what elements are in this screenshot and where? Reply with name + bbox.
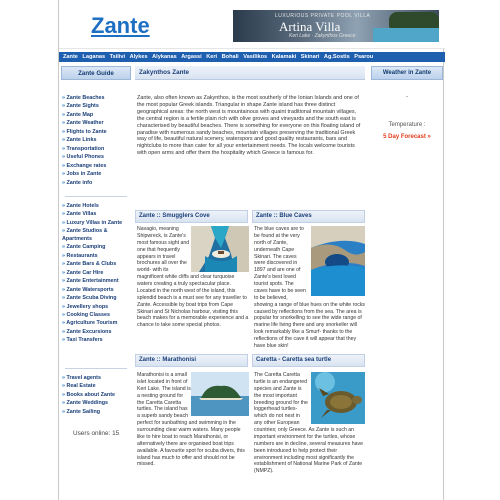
float-spacer xyxy=(308,226,366,298)
nav-item[interactable]: Psarou xyxy=(354,54,374,60)
page-container xyxy=(58,0,444,500)
sidebar-link[interactable]: » Zante Weddings xyxy=(62,399,131,407)
marathonisi-text: Marathonisi is a small islet located in front of Keri Lake. The island is a nesting ground for the Caretta Caretta turtles. The island has a superb sandy beach perfect for sunbathing and swimming in the surrounding clear warm waters. Many people like to hire boat to reach Marathonisi, or alternatively there are organised boat trips available. A favourite spot for scuba divers, this island has much to offer and should not be missed. xyxy=(137,372,249,468)
sidebar-link[interactable]: » Zante Links xyxy=(62,136,131,144)
nav-item[interactable]: Vasilikos xyxy=(243,54,268,60)
sidebar-link[interactable]: » Taxi Transfers xyxy=(62,336,131,344)
sidebar-link[interactable]: » Zante Car Hire xyxy=(62,269,131,277)
sidebar-link[interactable]: » Zante Bars & Clubs xyxy=(62,260,131,268)
sidebar-group-info xyxy=(62,94,131,187)
forecast-link[interactable]: 5 Day Forecast » xyxy=(383,134,431,140)
banner-trees xyxy=(389,12,439,28)
smugglers-cove-text: Navagio, meaning Shipwreck, is Zante's most famous sight and one that frequently appears in travel brochures all over the world- with its magnificent white cliffs and clear turquoise waters creating a truly spectacular place. Located in the north west of the island, this splendid beach is a must see for any traveller to Zante. Accessible by boat trips from Cape Skinari and St Nicholas harbour, visiting this beach makes for a memorable experience and a chance to take some special photos. xyxy=(137,226,249,329)
article-title-blue-caves[interactable]: Zante :: Blue Caves xyxy=(252,210,365,223)
site-logo[interactable]: Zante xyxy=(91,13,150,38)
float-spacer xyxy=(191,372,249,418)
float-spacer xyxy=(308,372,366,426)
sidebar-link[interactable]: » Zante Weather xyxy=(62,119,131,127)
header xyxy=(59,0,445,49)
sidebar-link[interactable]: » Exchange rates xyxy=(62,162,131,170)
sidebar-link[interactable]: » Zante Scuba Diving xyxy=(62,294,131,302)
sidebar-link[interactable]: » Zante Villas xyxy=(62,210,131,218)
sidebar-group-misc xyxy=(62,374,131,416)
sidebar-link[interactable]: » Zante info xyxy=(62,179,131,187)
sidebar-link[interactable]: » Zante Excursions xyxy=(62,328,131,336)
sidebar-link[interactable]: » Luxury Villas in Zante xyxy=(62,219,131,227)
nav-item[interactable]: Argassi xyxy=(181,54,202,60)
sidebar-link[interactable]: » Zante Beaches xyxy=(62,94,131,102)
nav-item[interactable]: Kalamaki xyxy=(271,54,297,60)
right-sidebar xyxy=(371,66,443,266)
nav-item[interactable]: Bohali xyxy=(221,54,239,60)
sidebar-link[interactable]: » Flights to Zante xyxy=(62,128,131,136)
sidebar-link[interactable]: » Cooking Classes xyxy=(62,311,131,319)
sidebar-link[interactable]: » Zante Sights xyxy=(62,102,131,110)
article-title-marathonisi[interactable]: Zante :: Marathonisi xyxy=(135,354,248,367)
nav-item[interactable]: Skinari xyxy=(300,54,320,60)
article-title-smugglers-cove[interactable]: Zante :: Smugglers Cove xyxy=(135,210,248,223)
sidebar-link[interactable]: » Useful Phones xyxy=(62,153,131,161)
blue-caves-text: The blue caves are to be found at the very north of Zante, underneath Cape Skinari. The caves were discovered in 1897 and are one of Zante's best loved tourist spots. The caves have to be seen to be believed, showing a range of blue hues on the white rocks caused by reflections from the sea. The area is popular for snorkelling to see the wide range of marine life living there and any snorkeller will look remarkably like a Smurf- thanks to the reflections of the cave it will appear that they have blue skin! xyxy=(254,226,366,349)
weather-value: - xyxy=(406,94,408,100)
main-title: Zakynthos Zante xyxy=(135,66,365,80)
villa-banner-ad[interactable] xyxy=(233,10,439,42)
nav-item[interactable]: Alykes xyxy=(129,54,148,60)
article-title-caretta[interactable]: Caretta - Caretta sea turtle xyxy=(252,354,365,367)
sidebar-link[interactable]: » Zante Watersports xyxy=(62,286,131,294)
sidebar-title: Zante Guide xyxy=(61,66,131,80)
nav-item[interactable]: Tsilivi xyxy=(109,54,126,60)
left-sidebar xyxy=(59,66,131,500)
nav-item[interactable]: Laganas xyxy=(82,54,106,60)
main-content xyxy=(135,66,365,500)
sidebar-group-services xyxy=(62,202,131,345)
sidebar-link[interactable]: » Transportation xyxy=(62,145,131,153)
intro-text: Zante, also often known as Zakynthos, is the most southerly of the Ionian Islands and one of the most popular Greek islands. Triangular in shape Zante island has three distinct geographical areas: the north west is mountainous with quaint traditional mountain villages, the central region is a fertile plain rich with olive groves and vineyards and the south east is characterised by beautiful beaches. There is something for everyone on this floating island of paradise with numerous sandy beaches, mountain villages preserving the traditional Greek way of life, beautiful natural scenery, waterspors and good quality restaurants, bars and nightclubs to more than cater for all your entertainment needs. The locals welcome tourists with open arms and offer them the hospitality which Greece is famous for. xyxy=(137,95,361,157)
banner-tagline: LUXURIOUS PRIVATE POOL VILLA xyxy=(275,13,371,19)
users-online: Users online: 15 xyxy=(73,430,120,437)
nav-item[interactable]: Ag.Sostis xyxy=(323,54,350,60)
sidebar-link[interactable]: » Zante Camping xyxy=(62,243,131,251)
sidebar-link[interactable]: » Zante Sailing xyxy=(62,408,131,416)
banner-pool xyxy=(373,28,439,42)
sidebar-link[interactable]: » Zante Entertainment xyxy=(62,277,131,285)
temperature-label: Temperature : xyxy=(388,122,426,128)
sidebar-link[interactable]: » Jobs in Zante xyxy=(62,170,131,178)
float-spacer xyxy=(191,226,249,274)
sidebar-link[interactable]: » Zante Studios & Apartments xyxy=(62,227,131,243)
sidebar-link[interactable]: » Agriculture Tourism xyxy=(62,319,131,327)
sidebar-link[interactable]: » Zante Map xyxy=(62,111,131,119)
sidebar-link[interactable]: » Books about Zante xyxy=(62,391,131,399)
sidebar-link[interactable]: » Jewellery shops xyxy=(62,303,131,311)
top-nav xyxy=(59,52,445,62)
nav-item[interactable]: Zante xyxy=(63,54,78,60)
weather-title: Weather in Zante xyxy=(371,66,443,80)
caretta-text: The Caretta Caretta turtle is an endangered species and Zante is the most important breeding ground for the loggerhead turtles- which do not nest in any other European countries; only Greece. As Zante is such an important environment for the turtles, whose numbers are in decline, several measures have been introduced to help protect their environment including most significantly the establishment of National Marine Park of Zante (NMPZ). xyxy=(254,372,366,475)
sidebar-link[interactable]: » Restaurants xyxy=(62,252,131,260)
sidebar-divider xyxy=(65,196,127,197)
sidebar-link[interactable]: » Travel agents xyxy=(62,374,131,382)
sidebar-divider xyxy=(65,368,127,369)
banner-location: Keri Lake · Zakynthos Greece xyxy=(289,33,356,39)
sidebar-link[interactable]: » Zante Hotels xyxy=(62,202,131,210)
nav-item[interactable]: Alykanas xyxy=(152,54,177,60)
banner-title: Artina Villa xyxy=(279,19,341,34)
sidebar-link[interactable]: » Real Estate xyxy=(62,382,131,390)
nav-item[interactable]: Keri xyxy=(206,54,218,60)
